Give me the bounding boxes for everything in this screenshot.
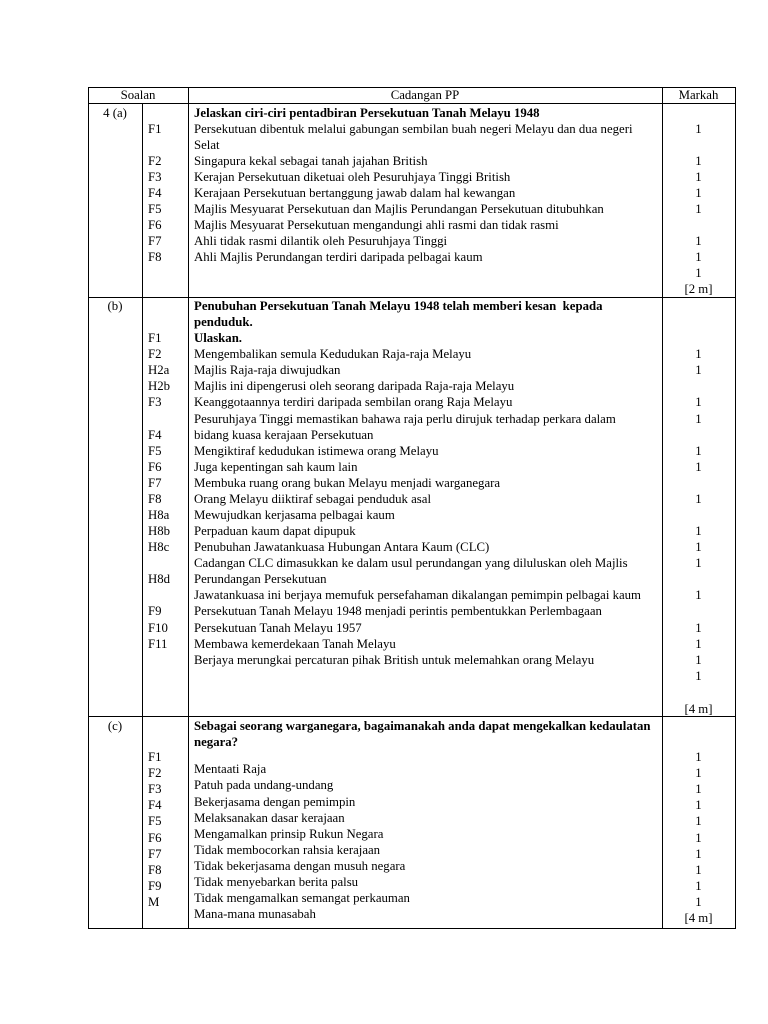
question-prompt: Sebagai seorang warganegara, bagaimanakah anda dapat mengekalkan kedaulatan (194, 719, 651, 733)
marking-code: F6 (148, 460, 162, 474)
header-markah: Markah (678, 88, 719, 102)
mark-value: 1 (695, 170, 702, 184)
answer-point: Bekerjasama dengan pemimpin (194, 795, 356, 809)
answer-point: Perundangan Persekutuan (194, 572, 327, 586)
marking-code: F11 (148, 637, 168, 651)
answer-point: Majlis Mesyuarat Persekutuan dan Majlis Perundangan Persekutuan ditubuhkan (194, 202, 604, 216)
answer-point: Kerajaan Persekutuan bertanggung jawab dalam hal kewangan (194, 186, 516, 200)
marking-code: F4 (148, 428, 162, 442)
answer-point: Persekutuan Tanah Melayu 1948 menjadi perintis pembentukkan Perlembagaan (194, 604, 602, 618)
header-soalan: Soalan (120, 88, 156, 102)
mark-value: 1 (695, 492, 702, 506)
answer-point: Pesuruhjaya Tinggi memastikan bahawa raja perlu dirujuk terhadap perkara dalam (194, 412, 616, 426)
marking-code: F5 (148, 814, 162, 828)
answer-point: Jawatankuasa ini berjaya memufuk persefahaman dikalangan pemimpin pelbagai kaum (194, 588, 642, 602)
mark-value: 1 (695, 637, 702, 651)
answer-point: Membuka ruang orang bukan Melayu menjadi warganegara (194, 476, 501, 490)
answer-point: Selat (194, 138, 220, 152)
answer-point: Perpaduan kaum dapat dipupuk (194, 524, 356, 538)
answer-point: Singapura kekal sebagai tanah jajahan British (194, 154, 428, 168)
answer-point: Majlis Mesyuarat Persekutuan mengandungi ahli rasmi dan tidak rasmi (194, 218, 559, 232)
mark-value: 1 (695, 621, 702, 635)
answer-point: bidang kuasa kerajaan Persekutuan (194, 428, 374, 442)
mark-value: 1 (695, 847, 702, 861)
total-marks: [4 m] (684, 702, 713, 716)
marking-code: F9 (148, 604, 162, 618)
marking-code: F10 (148, 621, 168, 635)
mark-value: 1 (695, 202, 702, 216)
answer-point: Mentaati Raja (194, 762, 267, 776)
mark-value: 1 (695, 863, 702, 877)
marking-code: F2 (148, 347, 162, 361)
answer-point: Persekutuan dibentuk melalui gabungan sembilan buah negeri Melayu dan dua negeri (194, 122, 633, 136)
mark-value: 1 (695, 444, 702, 458)
marking-code: F8 (148, 492, 162, 506)
mark-value: 1 (695, 895, 702, 909)
marking-code: F2 (148, 154, 162, 168)
mark-value: 1 (695, 363, 702, 377)
column-divider (188, 87, 189, 929)
mark-value: 1 (695, 347, 702, 361)
marking-code: F3 (148, 170, 162, 184)
mark-value: 1 (695, 524, 702, 538)
answer-point: Mengamalkan prinsip Rukun Negara (194, 827, 384, 841)
marking-code: H8a (148, 508, 170, 522)
marking-code: F8 (148, 250, 162, 264)
answer-point: Penubuhan Jawatankuasa Hubungan Antara Kaum (CLC) (194, 540, 490, 554)
marking-code: H8b (148, 524, 171, 538)
question-prompt: Ulaskan. (194, 331, 243, 345)
marking-code: M (148, 895, 160, 909)
marking-code: F1 (148, 331, 162, 345)
marking-code: F7 (148, 476, 162, 490)
question-number: 4 (a) (103, 106, 127, 120)
mark-value: 1 (695, 154, 702, 168)
mark-value: 1 (695, 814, 702, 828)
mark-value: 1 (695, 122, 702, 136)
answer-point: Mengembalikan semula Kedudukan Raja-raja Melayu (194, 347, 472, 361)
question-number: (c) (107, 719, 123, 733)
answer-point: Tidak mengamalkan semangat perkauman (194, 891, 410, 905)
marking-code: H2a (148, 363, 170, 377)
marking-code: F6 (148, 218, 162, 232)
mark-value: 1 (695, 540, 702, 554)
answer-point: Mengiktiraf kedudukan istimewa orang Melayu (194, 444, 439, 458)
mark-value: 1 (695, 653, 702, 667)
marking-code: F4 (148, 186, 162, 200)
mark-value: 1 (695, 266, 702, 280)
marking-code: F2 (148, 766, 162, 780)
mark-value: 1 (695, 879, 702, 893)
answer-point: Mewujudkan kerjasama pelbagai kaum (194, 508, 395, 522)
marking-code: F4 (148, 798, 162, 812)
total-marks: [4 m] (684, 911, 713, 925)
marking-code: F5 (148, 444, 162, 458)
answer-point: Persekutuan Tanah Melayu 1957 (194, 621, 362, 635)
answer-point: Membawa kemerdekaan Tanah Melayu (194, 637, 396, 651)
answer-point: Keanggotaannya terdiri daripada sembilan orang Raja Melayu (194, 395, 513, 409)
answer-point: Tidak bekerjasama dengan musuh negara (194, 859, 406, 873)
question-prompt: negara? (194, 735, 239, 749)
mark-value: 1 (695, 798, 702, 812)
mark-value: 1 (695, 750, 702, 764)
answer-point: Tidak menyebarkan berita palsu (194, 875, 359, 889)
answer-point: Patuh pada undang-undang (194, 778, 334, 792)
marking-code: H2b (148, 379, 171, 393)
answer-point: Ahli tidak rasmi dilantik oleh Pesuruhjaya Tinggi (194, 234, 448, 248)
marking-code: F7 (148, 847, 162, 861)
marking-code: F3 (148, 395, 162, 409)
answer-point: Tidak membocorkan rahsia kerajaan (194, 843, 381, 857)
answer-point: Juga kepentingan sah kaum lain (194, 460, 358, 474)
header-cadangan-pp: Cadangan PP (390, 88, 460, 102)
mark-value: 1 (695, 412, 702, 426)
row-divider (88, 716, 736, 717)
answer-point: Ahli Majlis Perundangan terdiri daripada pelbagai kaum (194, 250, 483, 264)
question-number: (b) (107, 299, 123, 313)
answer-point: Kerajan Persekutuan diketuai oleh Pesuruhjaya Tinggi British (194, 170, 511, 184)
column-divider (142, 103, 143, 929)
mark-value: 1 (695, 186, 702, 200)
marking-code: H8d (148, 572, 171, 586)
answer-point: Majlis ini dipengerusi oleh seorang daripada Raja-raja Melayu (194, 379, 515, 393)
header-divider (88, 103, 736, 104)
marking-code: F3 (148, 782, 162, 796)
answer-point: Cadangan CLC dimasukkan ke dalam usul perundangan yang diluluskan oleh Majlis (194, 556, 628, 570)
marking-code: F9 (148, 879, 162, 893)
mark-value: 1 (695, 556, 702, 570)
mark-value: 1 (695, 234, 702, 248)
answer-point: Berjaya merungkai percaturan pihak British untuk melemahkan orang Melayu (194, 653, 595, 667)
answer-point: Melaksanakan dasar kerajaan (194, 811, 345, 825)
question-prompt: Jelaskan ciri-ciri pentadbiran Persekutuan Tanah Melayu 1948 (194, 106, 540, 120)
question-prompt: penduduk. (194, 315, 253, 329)
marking-code: F8 (148, 863, 162, 877)
marking-code: F5 (148, 202, 162, 216)
answer-point: Majlis Raja-raja diwujudkan (194, 363, 341, 377)
mark-value: 1 (695, 831, 702, 845)
total-marks: [2 m] (684, 282, 713, 296)
mark-value: 1 (695, 588, 702, 602)
mark-value: 1 (695, 782, 702, 796)
mark-value: 1 (695, 766, 702, 780)
marking-code: F7 (148, 234, 162, 248)
question-prompt: Penubuhan Persekutuan Tanah Melayu 1948 telah memberi kesan kepada (194, 299, 603, 313)
answer-point: Mana-mana munasabah (194, 907, 316, 921)
marking-code: H8c (148, 540, 170, 554)
marking-code: F1 (148, 122, 162, 136)
mark-value: 1 (695, 250, 702, 264)
mark-value: 1 (695, 669, 702, 683)
mark-value: 1 (695, 460, 702, 474)
mark-value: 1 (695, 395, 702, 409)
answer-point: Orang Melayu diiktiraf sebagai penduduk asal (194, 492, 432, 506)
marking-code: F1 (148, 750, 162, 764)
marking-code: F6 (148, 831, 162, 845)
